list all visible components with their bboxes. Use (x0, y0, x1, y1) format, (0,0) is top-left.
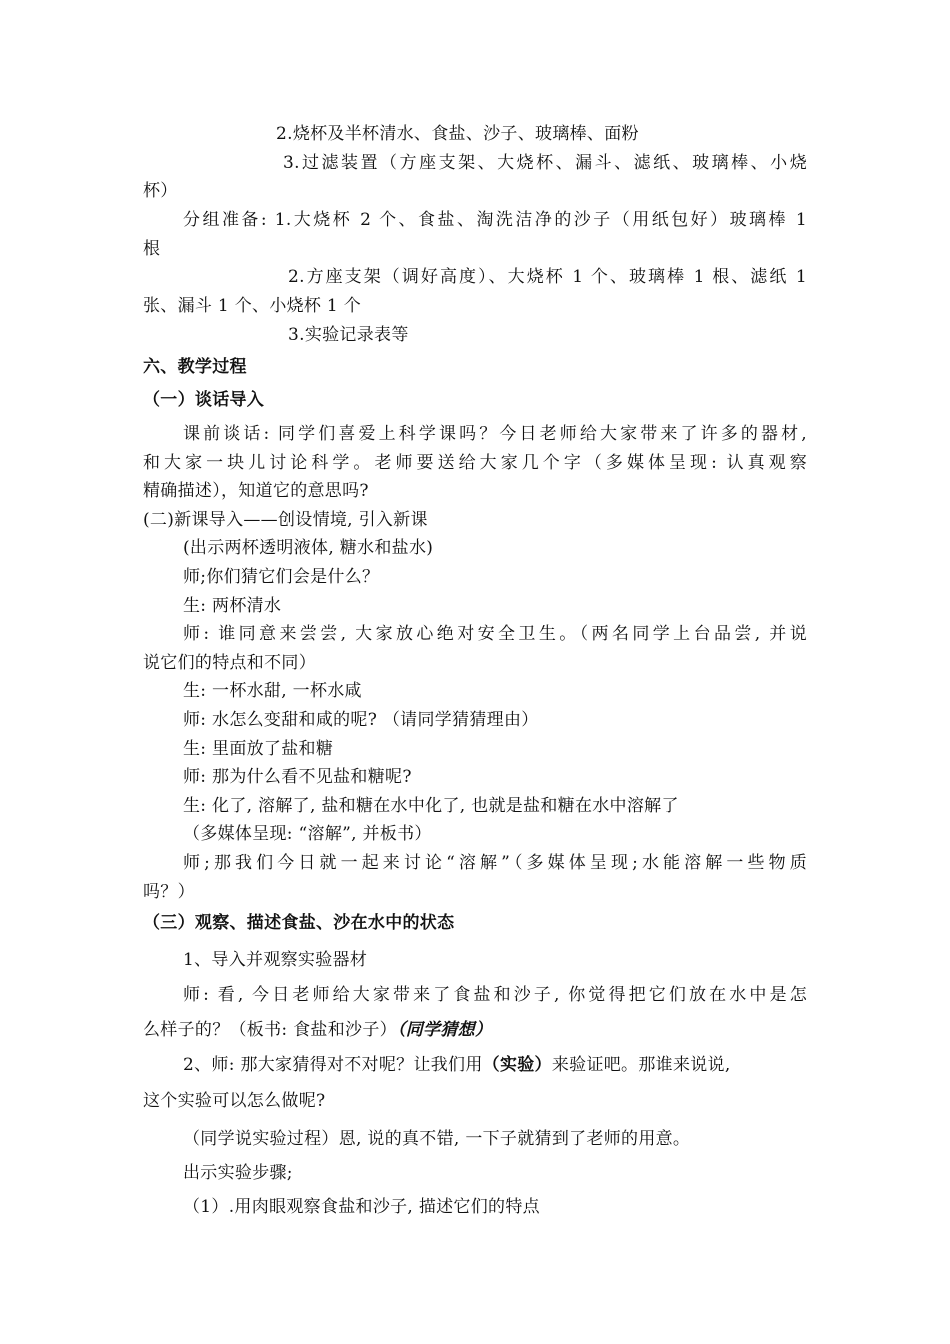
group-prep-line: 分组准备: 1.大烧杯 2 个、食盐、淘洗洁净的沙子（用纸包好）玻璃棒 1 (183, 210, 807, 230)
dialogue-line: 吗？） (143, 882, 195, 902)
paragraph-line-mixed (143, 1018, 492, 1042)
dialogue-line: 说它们的特点和不同） (143, 653, 316, 673)
paragraph-text: 2、师: 那大家猜得对不对呢？让我们用 (183, 1055, 483, 1075)
paragraph-line: (出示两杯透明液体, 糖水和盐水) (183, 538, 434, 558)
dialogue-line: 生: 化了, 溶解了, 盐和糖在水中化了, 也就是盐和糖在水中溶解了 (183, 796, 679, 816)
dialogue-line: 师: 那为什么看不见盐和糖呢? (183, 767, 412, 787)
dialogue-line: 师: 谁同意来尝尝, 大家放心绝对安全卫生。（两名同学上台品尝, 并说 (183, 624, 807, 644)
paragraph-text: 来验证吧。那谁来说说, (551, 1055, 731, 1075)
emphasis-text: （实验） (482, 1055, 552, 1075)
subsection-heading-1: （一）谈话导入 (143, 390, 265, 410)
dialogue-line: 师;你们猜它们会是什么？ (183, 567, 380, 587)
paragraph-line: （1）.用肉眼观察食盐和沙子, 描述它们的特点 (183, 1197, 540, 1217)
group-prep-item-3: 3.实验记录表等 (288, 325, 409, 345)
paragraph-line: 师: 看, 今日老师给大家带来了食盐和沙子, 你觉得把它们放在水中是怎 (183, 985, 807, 1005)
dialogue-line: 生: 两杯清水 (183, 596, 282, 616)
group-prep-item-2: 2.方座支架（调好高度）、大烧杯 1 个、玻璃棒 1 根、滤纸 1 (288, 267, 807, 287)
paragraph-line-mixed (183, 1053, 807, 1077)
paragraph-line: 精确描述），知道它的意思吗? (143, 481, 369, 501)
group-prep-item-2-cont: 张、漏斗 1 个、小烧杯 1 个 (143, 296, 362, 316)
prep-item-3: 3.过滤装置（方座支架、大烧杯、漏斗、滤纸、玻璃棒、小烧 (283, 153, 807, 173)
dialogue-line: 师: 水怎么变甜和咸的呢? （请同学猜猜理由） (183, 710, 539, 730)
section-heading-teaching-process: 六、教学过程 (143, 357, 247, 377)
paragraph-text: 么样子的？（板书: 食盐和沙子） (143, 1020, 397, 1040)
subsection-heading-3: （三）观察、描述食盐、沙在水中的状态 (143, 913, 455, 933)
dialogue-line: 生: 一杯水甜, 一杯水咸 (183, 681, 362, 701)
dialogue-line: （多媒体呈现: “溶解”, 并板书） (183, 824, 432, 844)
prep-item-3-cont: 杯） (143, 181, 178, 201)
dialogue-line: 师;那我们今日就一起来讨论“溶解”（多媒体呈现;水能溶解一些物质 (183, 853, 807, 873)
prep-item-2: 2.烧杯及半杯清水、食盐、沙子、玻璃棒、面粉 (276, 124, 639, 144)
dialogue-line: 生: 里面放了盐和糖 (183, 739, 334, 759)
subsection-heading-2: (二)新课导入——创设情境, 引入新课 (143, 510, 428, 530)
paragraph-line: 1、导入并观察实验器材 (183, 950, 368, 970)
paragraph-line: （同学说实验过程）恩, 说的真不错, 一下子就猜到了老师的用意。 (183, 1129, 691, 1149)
paragraph-line: 和大家一块儿讨论科学。老师要送给大家几个字（多媒体呈现: 认真观察 (143, 453, 807, 473)
emphasis-text: （同学猜想） (396, 1020, 493, 1040)
paragraph-line: 课前谈话: 同学们喜爱上科学课吗？今日老师给大家带来了许多的器材, (183, 424, 807, 444)
paragraph-line: 这个实验可以怎么做呢? (143, 1091, 326, 1111)
group-prep-line-cont: 根 (143, 239, 161, 259)
paragraph-line: 出示实验步骤; (183, 1163, 293, 1183)
